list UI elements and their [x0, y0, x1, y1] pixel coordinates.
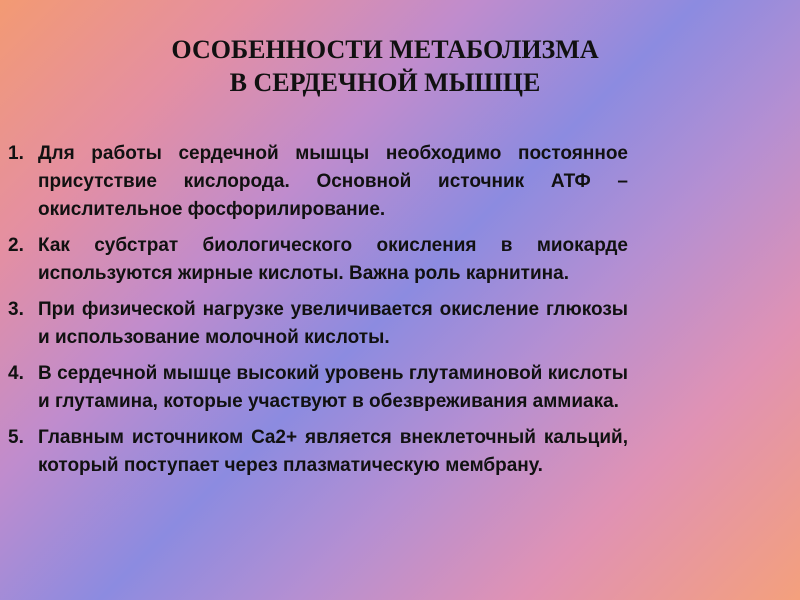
list-item-number: 3. — [8, 299, 24, 320]
list-item — [0, 424, 628, 480]
list-item-text: В сердечной мышце высокий уровень глутаминовой кислоты и глутамина, которые участвуют в обезвреживания аммиака. — [38, 363, 628, 412]
list-item-text: При физической нагрузке увеличивается окисление глюкозы и использование молочной кислоты. — [38, 299, 628, 348]
points-list — [0, 140, 628, 488]
list-item-number: 5. — [8, 427, 24, 448]
list-item-number: 1. — [8, 143, 24, 164]
list-item — [0, 296, 628, 352]
list-item-text: Как субстрат биологического окисления в миокарде используются жирные кислоты. Важна роль карнитина. — [38, 235, 628, 284]
list-item-number: 2. — [8, 235, 24, 256]
title-line-2: В СЕРДЕЧНОЙ МЫШЦЕ — [229, 68, 541, 97]
list-item-text: Главным источником Ca2+ является внеклеточный кальций, который поступает через плазматическую мембрану. — [38, 427, 628, 476]
list-item-number: 4. — [8, 363, 24, 384]
list-item-text: Для работы сердечной мышцы необходимо постоянное присутствие кислорода. Основной источник АТФ – окислительное фосфорилирование. — [38, 143, 628, 220]
list-item — [0, 232, 628, 288]
slide-title — [0, 33, 770, 99]
list-item — [0, 360, 628, 416]
title-line-1: ОСОБЕННОСТИ МЕТАБОЛИЗМА — [171, 35, 599, 64]
list-item — [0, 140, 628, 224]
